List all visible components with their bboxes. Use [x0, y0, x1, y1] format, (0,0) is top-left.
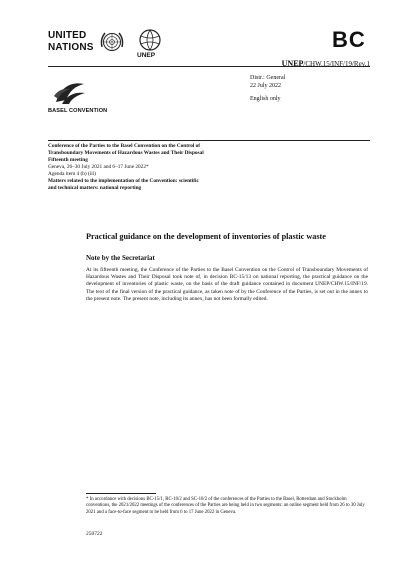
org-line-1: UNITED [48, 30, 87, 41]
distribution-block [250, 74, 285, 90]
agenda-item: Agenda item 4 (b) (iii) [48, 171, 96, 177]
language-note: English only [250, 96, 281, 102]
agenda-matters: Matters related to the implementation of the Convention: scientific and technical matters: national reporting [48, 178, 199, 191]
united-nations-label [48, 30, 94, 54]
body-paragraph: At its fifteenth meeting, the Conference of the Parties to the Basel Convention on the Control of Transboundary Movements of Hazardous Wastes and Their Disposal took note of, in decision BC-15/13 on national reporting, the practical guidance on the development of inventories of plastic waste, on the basis of the draft guidance contained in document UNEP/CHW.15/INF/19. The text of the final version of the practical guidance, as taken note of by the Conference of the Parties, is set out in the annex to the present note. The present note, including its annex, has not been formally edited. [86, 267, 368, 302]
symbol-rest: /CHW.15/INF/19/Rev.1 [303, 60, 370, 68]
symbol-main: UNEP [281, 59, 304, 68]
unep-emblem-icon [136, 28, 164, 54]
job-number: 250722 [86, 531, 103, 537]
section-rule [48, 140, 370, 141]
conference-block [48, 143, 208, 192]
meeting-number: Fifteenth meeting [48, 157, 88, 163]
document-title: Practical guidance on the development of inventories of plastic waste [86, 232, 326, 241]
document-date: 22 July 2022 [250, 83, 282, 89]
document-symbol [282, 59, 370, 68]
basel-convention-logo-icon [52, 80, 88, 106]
org-line-2: NATIONS [48, 42, 94, 53]
meeting-place-dates: Geneva, 26–30 July 2021 and 6–17 June 2022* [48, 164, 149, 170]
footnote-rule [86, 493, 156, 494]
un-emblem-icon [99, 29, 125, 55]
distribution: Distr.: General [250, 75, 286, 81]
footnote: * In accordance with decisions BC-15/1, RC-10/2 and SC-10/2 of the conferences of the Parties to the Basel, Rotterdam and Stockholm conventions, the 2021/2022 meetings of the conferences of the Parties are being held in two segments: an online segment held from 26 to 30 July 2021 and a face-to-face segment to be held from 6 to 17 June 2022 in Geneva. [86, 497, 365, 515]
bc-mark: BC [332, 27, 366, 52]
conference-title: Conference of the Parties to the Basel Convention on the Control of Transboundary Movements of Hazardous Wastes and Their Disposal [48, 143, 204, 156]
basel-convention-label: BASEL CONVENTION [48, 108, 108, 114]
unep-label: UNEP [137, 52, 156, 59]
note-heading: Note by the Secretariat [86, 254, 155, 262]
